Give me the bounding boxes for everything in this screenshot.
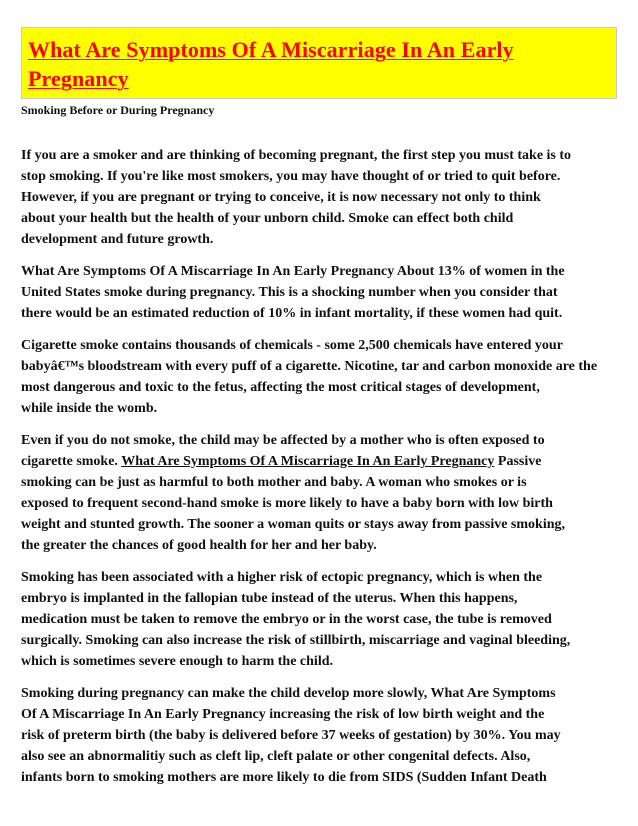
text-line: development and future growth. (21, 232, 214, 247)
paragraph-3 (21, 335, 621, 419)
text-line: Of A Miscarriage In An Early Pregnancy increasing the risk of low birth weight and the (21, 707, 545, 722)
text-line (21, 451, 621, 472)
text-fragment: Passive (494, 454, 542, 469)
article-title-link[interactable]: What Are Symptoms Of A Miscarriage In An Early Pregnancy (121, 454, 495, 469)
text-line: babyâ€™s bloodstream with every puff of a cigarette. Nicotine, tar and carbon monoxide are the (21, 359, 598, 374)
title-line: Pregnancy (28, 66, 129, 91)
paragraph-4 (21, 430, 621, 556)
text-line: Smoking during pregnancy can make the child develop more slowly, What Are Symptoms (21, 686, 556, 701)
text-line: the greater the chances of good health for her and her baby. (21, 538, 377, 553)
text-line: smoking can be just as harmful to both mother and baby. A woman who smokes or is (21, 475, 527, 490)
text-line: Cigarette smoke contains thousands of chemicals - some 2,500 chemicals have entered your (21, 338, 563, 353)
text-line: surgically. Smoking can also increase the risk of stillbirth, miscarriage and vaginal bleeding, (21, 633, 571, 648)
title-banner (21, 27, 617, 99)
text-line: there would be an estimated reduction of 10% in infant mortality, if these women had quit. (21, 306, 563, 321)
article-body (21, 145, 621, 799)
text-line: which is sometimes severe enough to harm the child. (21, 654, 333, 669)
text-line: embryo is implanted in the fallopian tube instead of the uterus. When this happens, (21, 591, 518, 606)
text-line: infants born to smoking mothers are more likely to die from SIDS (Sudden Infant Death (21, 770, 547, 785)
text-line: Even if you do not smoke, the child may be affected by a mother who is often exposed to (21, 433, 545, 448)
section-subtitle: Smoking Before or During Pregnancy (21, 103, 215, 117)
text-line: most dangerous and toxic to the fetus, affecting the most critical stages of development, (21, 380, 540, 395)
text-line: Smoking has been associated with a higher risk of ectopic pregnancy, which is when the (21, 570, 543, 585)
paragraph-1 (21, 145, 621, 250)
text-line: about your health but the health of your unborn child. Smoke can effect both child (21, 211, 514, 226)
text-fragment: cigarette smoke. (21, 454, 122, 469)
paragraph-6 (21, 683, 621, 788)
text-line: exposed to frequent second-hand smoke is more likely to have a baby born with low birth (21, 496, 553, 511)
title-line: What Are Symptoms Of A Miscarriage In An Early (28, 37, 514, 62)
text-line: medication must be taken to remove the embryo or in the worst case, the tube is removed (21, 612, 552, 627)
text-line: What Are Symptoms Of A Miscarriage In An Early Pregnancy About 13% of women in the (21, 264, 565, 279)
text-line: weight and stunted growth. The sooner a woman quits or stays away from passive smoking, (21, 517, 565, 532)
text-line: stop smoking. If you're like most smokers, you may have thought of or tried to quit before. (21, 169, 561, 184)
text-line: If you are a smoker and are thinking of becoming pregnant, the first step you must take is to (21, 148, 572, 163)
page-title (28, 35, 610, 93)
text-line: risk of preterm birth (the baby is delivered before 37 weeks of gestation) by 30%. You may (21, 728, 561, 743)
text-line: while inside the womb. (21, 401, 158, 416)
text-line: However, if you are pregnant or trying to conceive, it is now necessary not only to think (21, 190, 541, 205)
text-line: United States smoke during pregnancy. This is a shocking number when you consider that (21, 285, 558, 300)
paragraph-5 (21, 567, 621, 672)
text-line: also see an abnormalitiy such as cleft lip, cleft palate or other congenital defects. Also, (21, 749, 531, 764)
paragraph-2 (21, 261, 621, 324)
